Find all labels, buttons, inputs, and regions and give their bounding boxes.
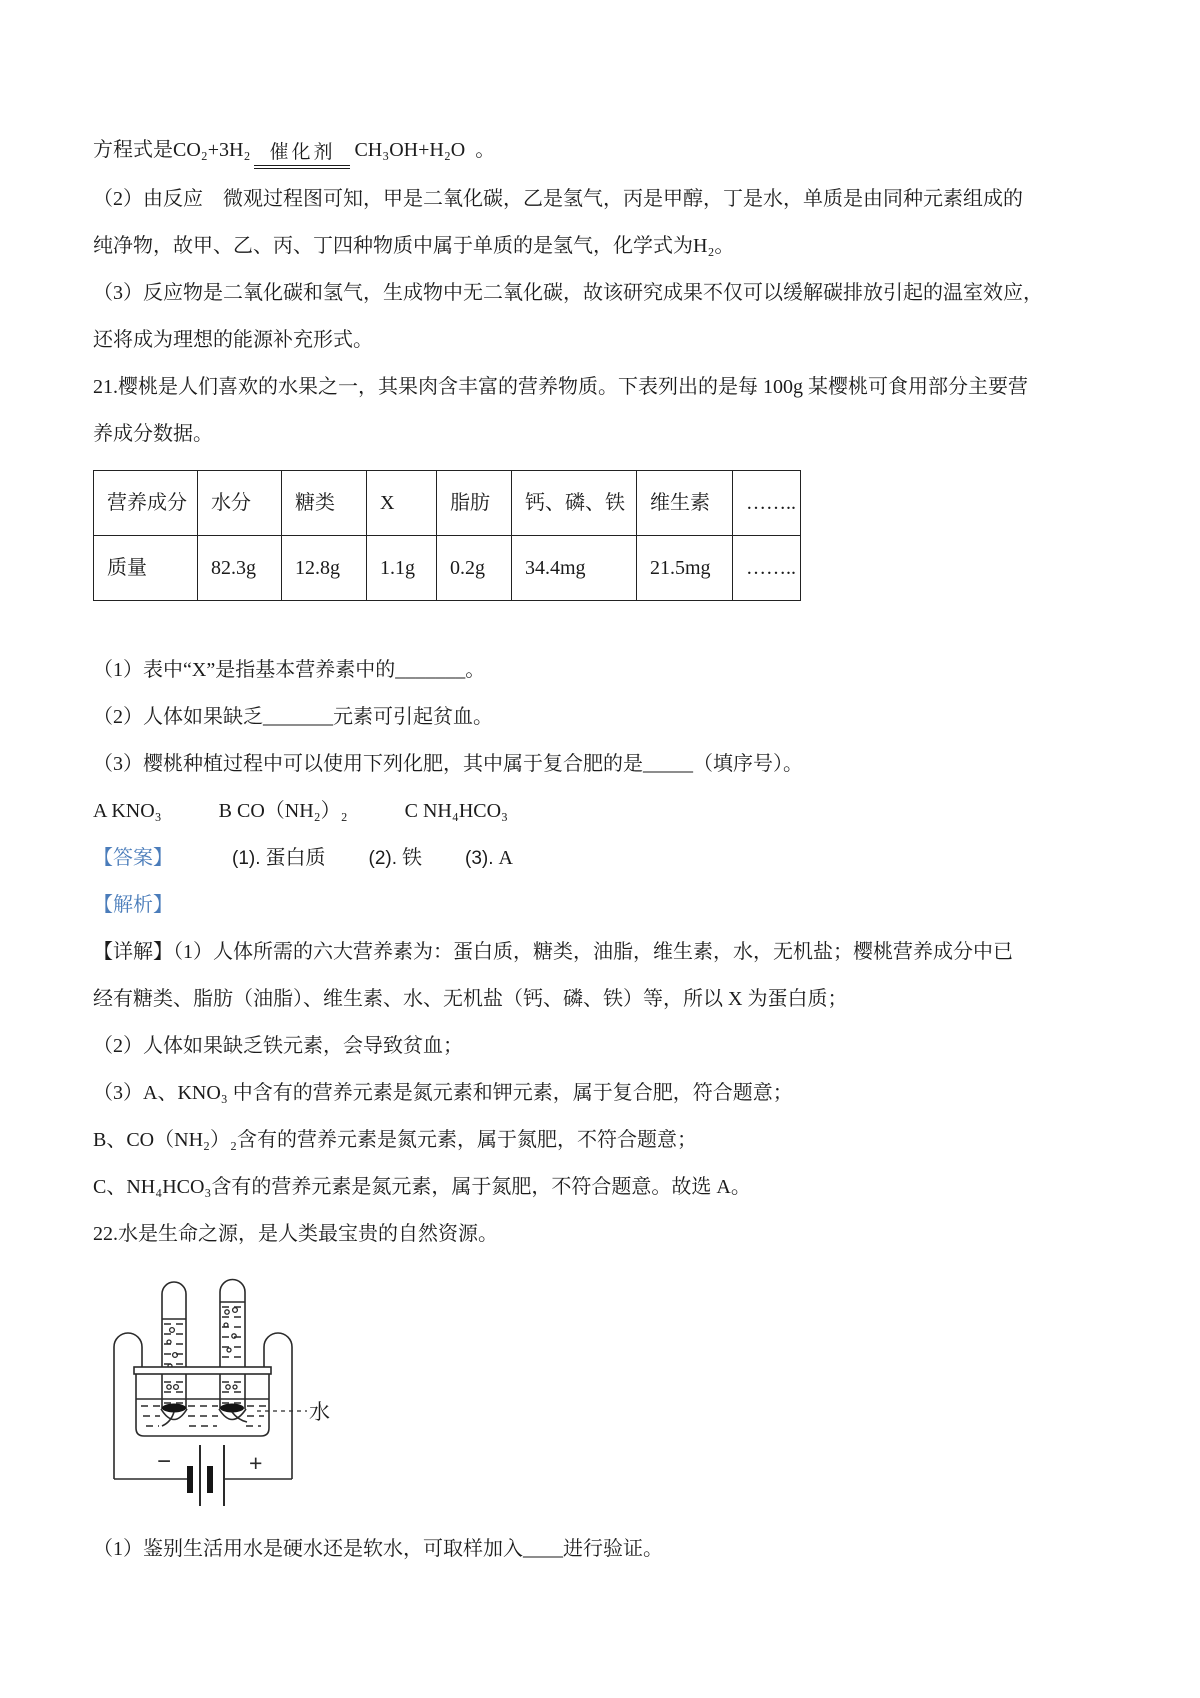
data-cell: 34.4mg xyxy=(512,536,637,601)
question-22-1: （1）鉴别生活用水是硬水还是软水，可取样加入____进行验证。 xyxy=(93,1538,663,1560)
equation-period: 。 xyxy=(475,139,496,161)
plus-terminal-label: + xyxy=(249,1450,263,1476)
battery-short-plate-2 xyxy=(207,1466,213,1493)
table-header-row xyxy=(94,471,801,536)
detail-line: 经有糖类、脂肪（油脂）、维生素、水、无机盐（钙、磷、铁）等，所以 X 为蛋白质； xyxy=(93,988,848,1010)
answer-label: 【答案】 xyxy=(93,847,173,869)
question-21-1: （1）表中“X”是指基本营养素中的_______。 xyxy=(93,659,486,681)
nutrition-table xyxy=(93,470,801,601)
double-line-icon xyxy=(254,165,350,169)
data-cell: 21.5mg xyxy=(637,536,733,601)
header-cell: 水分 xyxy=(198,471,282,536)
question-21-3: （3）樱桃种植过程中可以使用下列化肥，其中属于复合肥的是_____（填序号）。 xyxy=(93,753,803,775)
detail-line: C、NH₄HCO₃含有的营养元素是氮元素，属于氮肥，不符合题意。故选 A。 xyxy=(93,1176,751,1198)
answer-line xyxy=(93,835,1112,882)
data-cell: 1.1g xyxy=(367,536,437,601)
reaction-condition-arrow xyxy=(254,141,350,169)
question-21-stem: 21.樱桃是人们喜欢的水果之一，其果肉含丰富的营养物质。下表列出的是每 100g 某樱桃可食用部分主要营 xyxy=(93,376,1028,398)
right-tube-water-dashes xyxy=(222,1307,242,1403)
data-cell: 0.2g xyxy=(437,536,512,601)
catalyst-label: 催化剂 xyxy=(269,142,336,163)
right-test-tube xyxy=(220,1280,245,1410)
right-electrode xyxy=(220,1404,244,1413)
equation-lhs: CO₂+3H₂ xyxy=(173,139,251,161)
header-cell: 脂肪 xyxy=(437,471,512,536)
equation-line xyxy=(93,88,1112,164)
detail-line: （2）人体如果缺乏铁元素，会导致贫血； xyxy=(93,1035,463,1057)
option-b: B CO（NH₂）₂ xyxy=(218,800,348,822)
data-cell: 82.3g xyxy=(198,536,282,601)
header-cell: 钙、磷、铁 xyxy=(512,471,637,536)
equation-prefix: 方程式是 xyxy=(93,139,173,161)
data-cell: 12.8g xyxy=(282,536,367,601)
water-label: 水 xyxy=(309,1400,330,1424)
data-cell: …….. xyxy=(733,536,801,601)
left-tube-water-dashes xyxy=(164,1324,184,1403)
minus-terminal-label: − xyxy=(157,1448,172,1475)
trough-rim-board xyxy=(134,1367,271,1374)
solution-line: 还将成为理想的能源补充形式。 xyxy=(93,329,373,351)
solution-line: 纯净物，故甲、乙、丙、丁四种物质中属于单质的是氢气，化学式为H₂。 xyxy=(93,235,735,257)
answer-item: (3). A xyxy=(465,847,513,869)
option-c: C NH₄HCO₃ xyxy=(404,800,509,822)
data-cell: 质量 xyxy=(94,536,198,601)
question-21-2: （2）人体如果缺乏_______元素可引起贫血。 xyxy=(93,706,493,728)
solution-line: （2）由反应 微观过程图可知，甲是二氧化碳，乙是氢气，丙是甲醇，丁是水，单质是由同种元素组成的 xyxy=(93,188,1023,210)
left-wire-loop xyxy=(114,1333,142,1479)
options-line xyxy=(93,788,1112,835)
option-a: A KNO₃ xyxy=(93,800,162,822)
analysis-label: 【解析】 xyxy=(93,894,173,916)
table-row xyxy=(94,536,801,601)
answer-item: (1). 蛋白质 xyxy=(232,847,326,869)
question-22-stem: 22.水是生命之源，是人类最宝贵的自然资源。 xyxy=(93,1223,498,1245)
header-cell: 营养成分 xyxy=(94,471,198,536)
left-electrode xyxy=(162,1404,186,1413)
header-cell: X xyxy=(367,471,437,536)
gas-bubbles xyxy=(167,1308,238,1390)
answer-item: (2). 铁 xyxy=(368,847,422,869)
header-cell: 维生素 xyxy=(637,471,733,536)
left-test-tube xyxy=(162,1282,186,1409)
equation-rhs: CH₃OH+H₂O xyxy=(354,139,466,161)
battery-short-plate-1 xyxy=(187,1466,193,1493)
detail-label: 【详解】 xyxy=(93,941,173,963)
question-21-stem: 养成分数据。 xyxy=(93,423,213,445)
solution-line: （3）反应物是二氧化碳和氢气，生成物中无二氧化碳，故该研究成果不仅可以缓解碳排放引起的温室效应， xyxy=(93,282,1043,304)
header-cell: 糖类 xyxy=(282,471,367,536)
detail-line: 【详解】（1）人体所需的六大营养素为：蛋白质，糖类，油脂，维生素，水，无机盐；樱桃营养成分中已 xyxy=(93,941,1013,963)
electrolysis-apparatus-icon xyxy=(99,1270,349,1518)
water-electrolysis-diagram xyxy=(99,1270,1112,1518)
trough-water-dashes xyxy=(141,1406,266,1426)
detail-line: B、CO（NH₂）₂含有的营养元素是氮元素，属于氮肥，不符合题意； xyxy=(93,1129,697,1151)
header-cell: …….. xyxy=(733,471,801,536)
analysis-line xyxy=(93,882,1112,929)
detail-line: （3）A、KNO₃ 中含有的营养元素是氮元素和钾元素，属于复合肥，符合题意； xyxy=(93,1082,793,1104)
